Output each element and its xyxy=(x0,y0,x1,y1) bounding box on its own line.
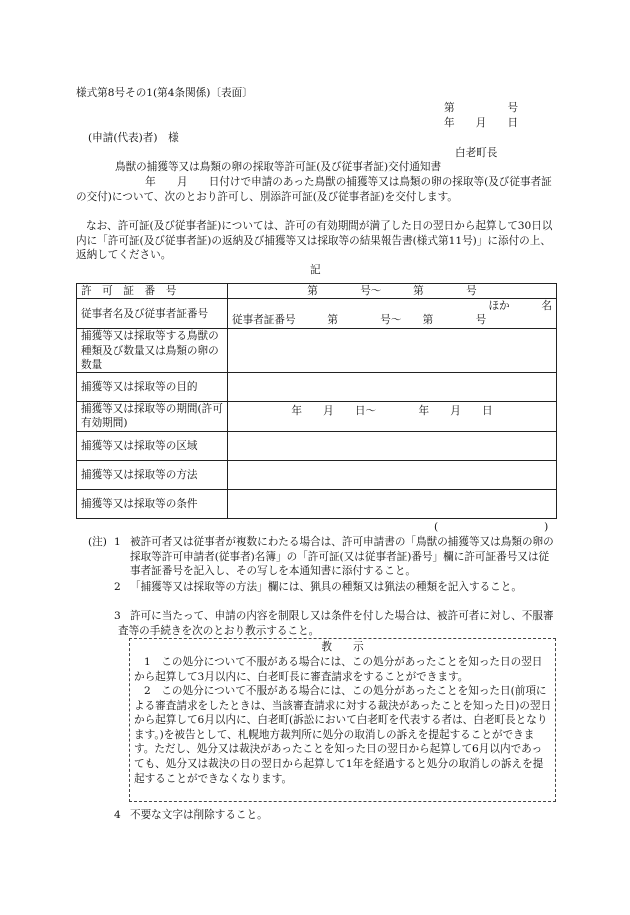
instruction-item-1: 1 この処分について不服がある場合には、この処分があったことを知った日の翌日から起算して3月以内に、白老町長に審査請求をすることができます。 xyxy=(134,656,543,683)
note-2: 「捕獲等又は採取等の方法」欄には、猟具の種類又は猟法の種類を記入すること。 xyxy=(130,581,522,593)
instruction-box xyxy=(129,638,556,802)
note-4: 不要な文字は削除すること。 xyxy=(130,809,268,821)
note-2-number: 2 xyxy=(114,581,121,593)
form-number: 様式第8号その1(第4条関係)〔表面〕 xyxy=(76,87,253,99)
conditions-label: 捕獲等又は採取等の条件 xyxy=(77,489,228,518)
period-value: 年 月 日～ 年 月 日 xyxy=(228,402,557,431)
table-row xyxy=(77,431,557,460)
conditions-value xyxy=(228,489,557,518)
worker-cert-number: 従事者証番号 第 号～ 第 号 xyxy=(232,314,487,326)
issue-date: 年 月 日 xyxy=(444,117,519,129)
recipient: (申請(代表)者) 様 xyxy=(88,132,179,144)
table-row xyxy=(77,489,557,518)
permit-number-label: 許 可 証 番 号 xyxy=(77,284,228,299)
document-number: 第 号 xyxy=(444,102,519,114)
note-1: 被許可者又は従事者が複数にわたる場合は、許可申請書の「鳥獣の捕獲等又は鳥類の卵の採取等許可申請者(従事者)名簿」の「許可証(又は従事者証)番号」欄に許可証番号又は従事者証番号を記入し、その写しを本通知書に添付すること。 xyxy=(130,536,554,578)
permit-number-value: 第 号～ 第 号 xyxy=(228,284,557,299)
area-label: 捕獲等又は採取等の区域 xyxy=(77,431,228,460)
note-3: 許可に当たって、申請の内容を制限し又は条件を付した場合は、被許可者に対し、不服審査等の手続きを次のとおり教示すること。 xyxy=(118,610,554,637)
purpose-value xyxy=(228,373,557,402)
table-row xyxy=(77,373,557,402)
area-value xyxy=(228,431,557,460)
note-3-number: 3 xyxy=(114,610,121,622)
purpose-label: 捕獲等又は採取等の目的 xyxy=(77,373,228,402)
issuer: 白老町長 xyxy=(455,147,498,159)
period-label: 捕獲等又は採取等の期間(許可有効期間) xyxy=(77,402,228,431)
note-1-number: 1 xyxy=(114,536,121,548)
worker-name-label: 従事者名及び従事者証番号 xyxy=(77,299,228,329)
note-4-number: 4 xyxy=(114,809,121,821)
table-row xyxy=(77,284,557,299)
method-value xyxy=(228,460,557,489)
page-title: 鳥獣の捕獲等又は鳥類の卵の採取等許可証(及び従事者証)交付通知書 xyxy=(115,161,442,173)
table-row xyxy=(77,329,557,373)
worker-count-text: ほか 名 xyxy=(488,300,552,313)
table-row xyxy=(77,402,557,431)
ki-label: 記 xyxy=(310,264,321,276)
table-row xyxy=(77,460,557,489)
table-row xyxy=(77,299,557,329)
species-quantity-label: 捕獲等又は採取等する鳥獣の種類及び数量又は鳥類の卵の数量 xyxy=(77,329,228,373)
permit-table xyxy=(76,283,557,519)
body-paragraph-1: 年 月 日付けで申請のあった鳥獣の捕獲等又は鳥類の卵の採取等(及び従事者証の交付)について、次のとおり許可し、別添許可証(及び従事者証)を交付します。 xyxy=(76,176,552,203)
table-footer-paren: ( ) xyxy=(434,521,549,533)
instruction-item-2: 2 この処分について不服がある場合には、この処分があったことを知った日(前項による審査請求をしたときは、当該審査請求に対する裁決があったことを知った日)の翌日から起算して6月以内に、白老町(訴訟において白老町を代表する者は、白老町長となります。)を被告として、札幌地方裁判所に処分の取消しの訴えを提起することができます。ただし、処分又は裁決があったことを知った日の翌日から起算して6月以内であっても、処分又は裁決の日の翌日から起算して1年を経過すると処分の取消しの訴えを提起することができなくなります。 xyxy=(134,685,552,785)
instruction-title: 教 示 xyxy=(321,641,364,653)
species-quantity-value xyxy=(228,329,557,373)
method-label: 捕獲等又は採取等の方法 xyxy=(77,460,228,489)
worker-name-cell xyxy=(228,299,557,329)
notes-label: (注) xyxy=(88,536,107,548)
body-paragraph-2: なお、許可証(及び従事者証)については、許可の有効期間が満了した日の翌日から起算して30日以内に「許可証(及び従事者証)の返納及び捕獲等又は採取等の結果報告書(様式第11号)」に添付の上、返納してください。 xyxy=(76,220,553,262)
